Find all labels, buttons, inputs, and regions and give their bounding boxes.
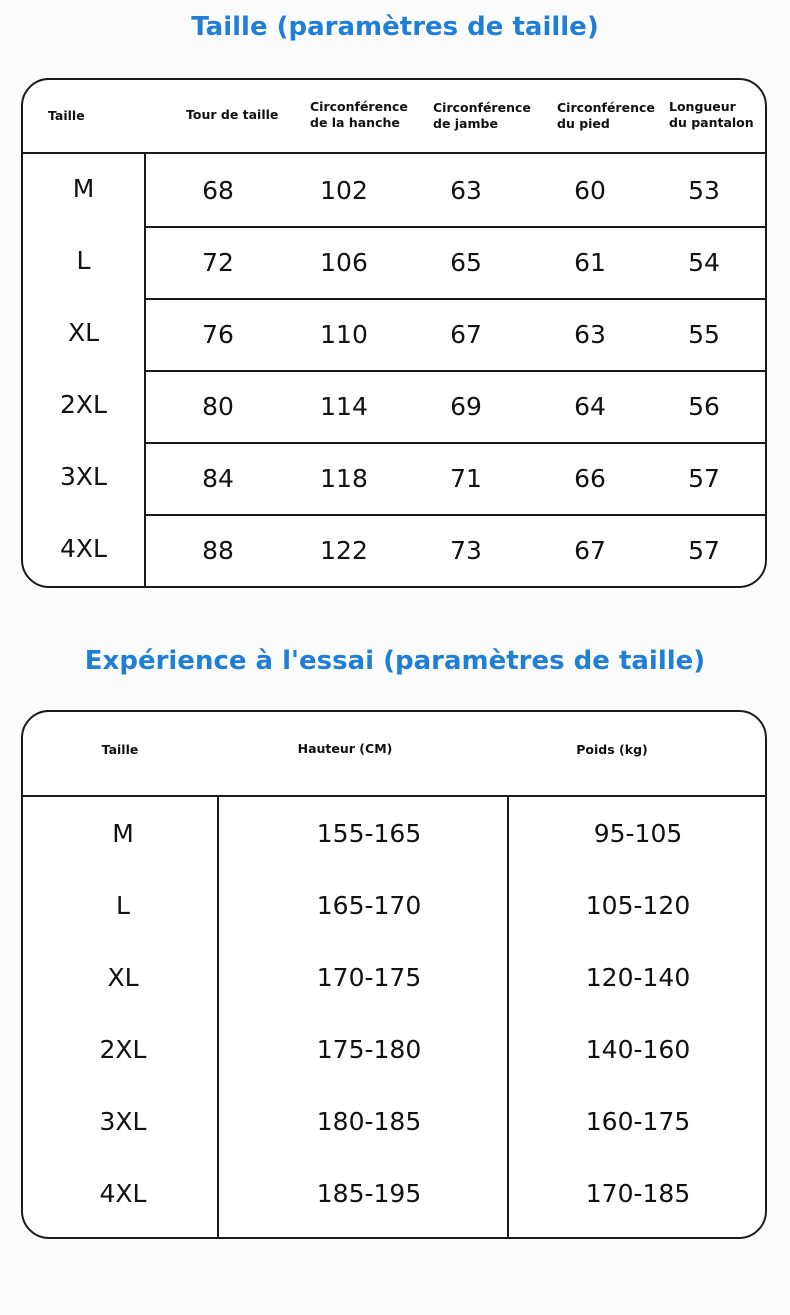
trial-experience-table xyxy=(21,710,767,1239)
jambe-value: 69 xyxy=(450,392,482,421)
hauteur-value: 180-185 xyxy=(316,1107,422,1136)
poids-value: 170-185 xyxy=(585,1179,691,1208)
tour-de-taille-value: 88 xyxy=(202,536,234,565)
header-divider xyxy=(23,795,767,797)
header-taille: Taille xyxy=(101,742,139,757)
poids-value: 160-175 xyxy=(585,1107,691,1136)
longueur-value: 56 xyxy=(688,392,720,421)
poids-value: 95-105 xyxy=(593,819,683,848)
size-table-title: Taille (paramètres de taille) xyxy=(191,12,599,42)
hanche-value: 102 xyxy=(320,176,368,205)
hauteur-value: 185-195 xyxy=(316,1179,422,1208)
hauteur-value: 165-170 xyxy=(316,891,422,920)
tour-de-taille-value: 84 xyxy=(202,464,234,493)
poids-value: 120-140 xyxy=(585,963,691,992)
pied-value: 60 xyxy=(574,176,606,205)
pied-value: 61 xyxy=(574,248,606,277)
hanche-value: 106 xyxy=(320,248,368,277)
jambe-value: 71 xyxy=(450,464,482,493)
jambe-value: 67 xyxy=(450,320,482,349)
row-divider xyxy=(144,442,767,444)
tour-de-taille-value: 68 xyxy=(202,176,234,205)
size-label: 3XL xyxy=(60,462,107,491)
hanche-value: 110 xyxy=(320,320,368,349)
size-label: 2XL xyxy=(99,1035,147,1064)
size-label: L xyxy=(76,246,91,275)
row-divider xyxy=(144,514,767,516)
hanche-value: 118 xyxy=(320,464,368,493)
size-label: 4XL xyxy=(99,1179,147,1208)
longueur-value: 57 xyxy=(688,536,720,565)
size-label: M xyxy=(112,819,134,848)
size-label: 4XL xyxy=(60,534,107,563)
poids-value: 105-120 xyxy=(585,891,691,920)
jambe-value: 63 xyxy=(450,176,482,205)
size-label: 2XL xyxy=(60,390,107,419)
header-circonference-hanche: Circonférence de la hanche xyxy=(310,99,408,130)
poids-value: 140-160 xyxy=(585,1035,691,1064)
size-label: M xyxy=(72,174,95,203)
header-divider xyxy=(23,152,767,154)
pied-value: 66 xyxy=(574,464,606,493)
hauteur-value: 155-165 xyxy=(316,819,422,848)
header-taille: Taille xyxy=(48,108,85,123)
hauteur-value: 175-180 xyxy=(316,1035,422,1064)
tour-de-taille-value: 80 xyxy=(202,392,234,421)
longueur-value: 53 xyxy=(688,176,720,205)
size-label: L xyxy=(116,891,130,920)
size-label: XL xyxy=(67,318,100,347)
header-poids: Poids (kg) xyxy=(576,742,648,757)
trial-experience-title: Expérience à l'essai (paramètres de taille) xyxy=(84,646,706,676)
longueur-value: 57 xyxy=(688,464,720,493)
row-divider xyxy=(144,370,767,372)
longueur-value: 54 xyxy=(688,248,720,277)
hanche-value: 122 xyxy=(320,536,368,565)
tour-de-taille-value: 76 xyxy=(202,320,234,349)
header-circonference-pied: Circonférence du pied xyxy=(557,100,655,131)
size-label: XL xyxy=(107,963,139,992)
hanche-value: 114 xyxy=(320,392,368,421)
size-column-divider xyxy=(217,797,219,1239)
pied-value: 63 xyxy=(574,320,606,349)
header-longueur-pantalon: Longueur du pantalon xyxy=(669,99,754,130)
longueur-value: 55 xyxy=(688,320,720,349)
jambe-value: 65 xyxy=(450,248,482,277)
header-hauteur: Hauteur (CM) xyxy=(297,741,393,756)
header-tour-de-taille: Tour de taille xyxy=(186,107,279,122)
jambe-value: 73 xyxy=(450,536,482,565)
height-column-divider xyxy=(507,797,509,1239)
tour-de-taille-value: 72 xyxy=(202,248,234,277)
pied-value: 64 xyxy=(574,392,606,421)
size-label: 3XL xyxy=(99,1107,147,1136)
row-divider xyxy=(144,298,767,300)
pied-value: 67 xyxy=(574,536,606,565)
row-divider xyxy=(144,226,767,228)
size-parameters-table xyxy=(21,78,767,588)
header-circonference-jambe: Circonférence de jambe xyxy=(433,100,531,131)
hauteur-value: 170-175 xyxy=(316,963,422,992)
